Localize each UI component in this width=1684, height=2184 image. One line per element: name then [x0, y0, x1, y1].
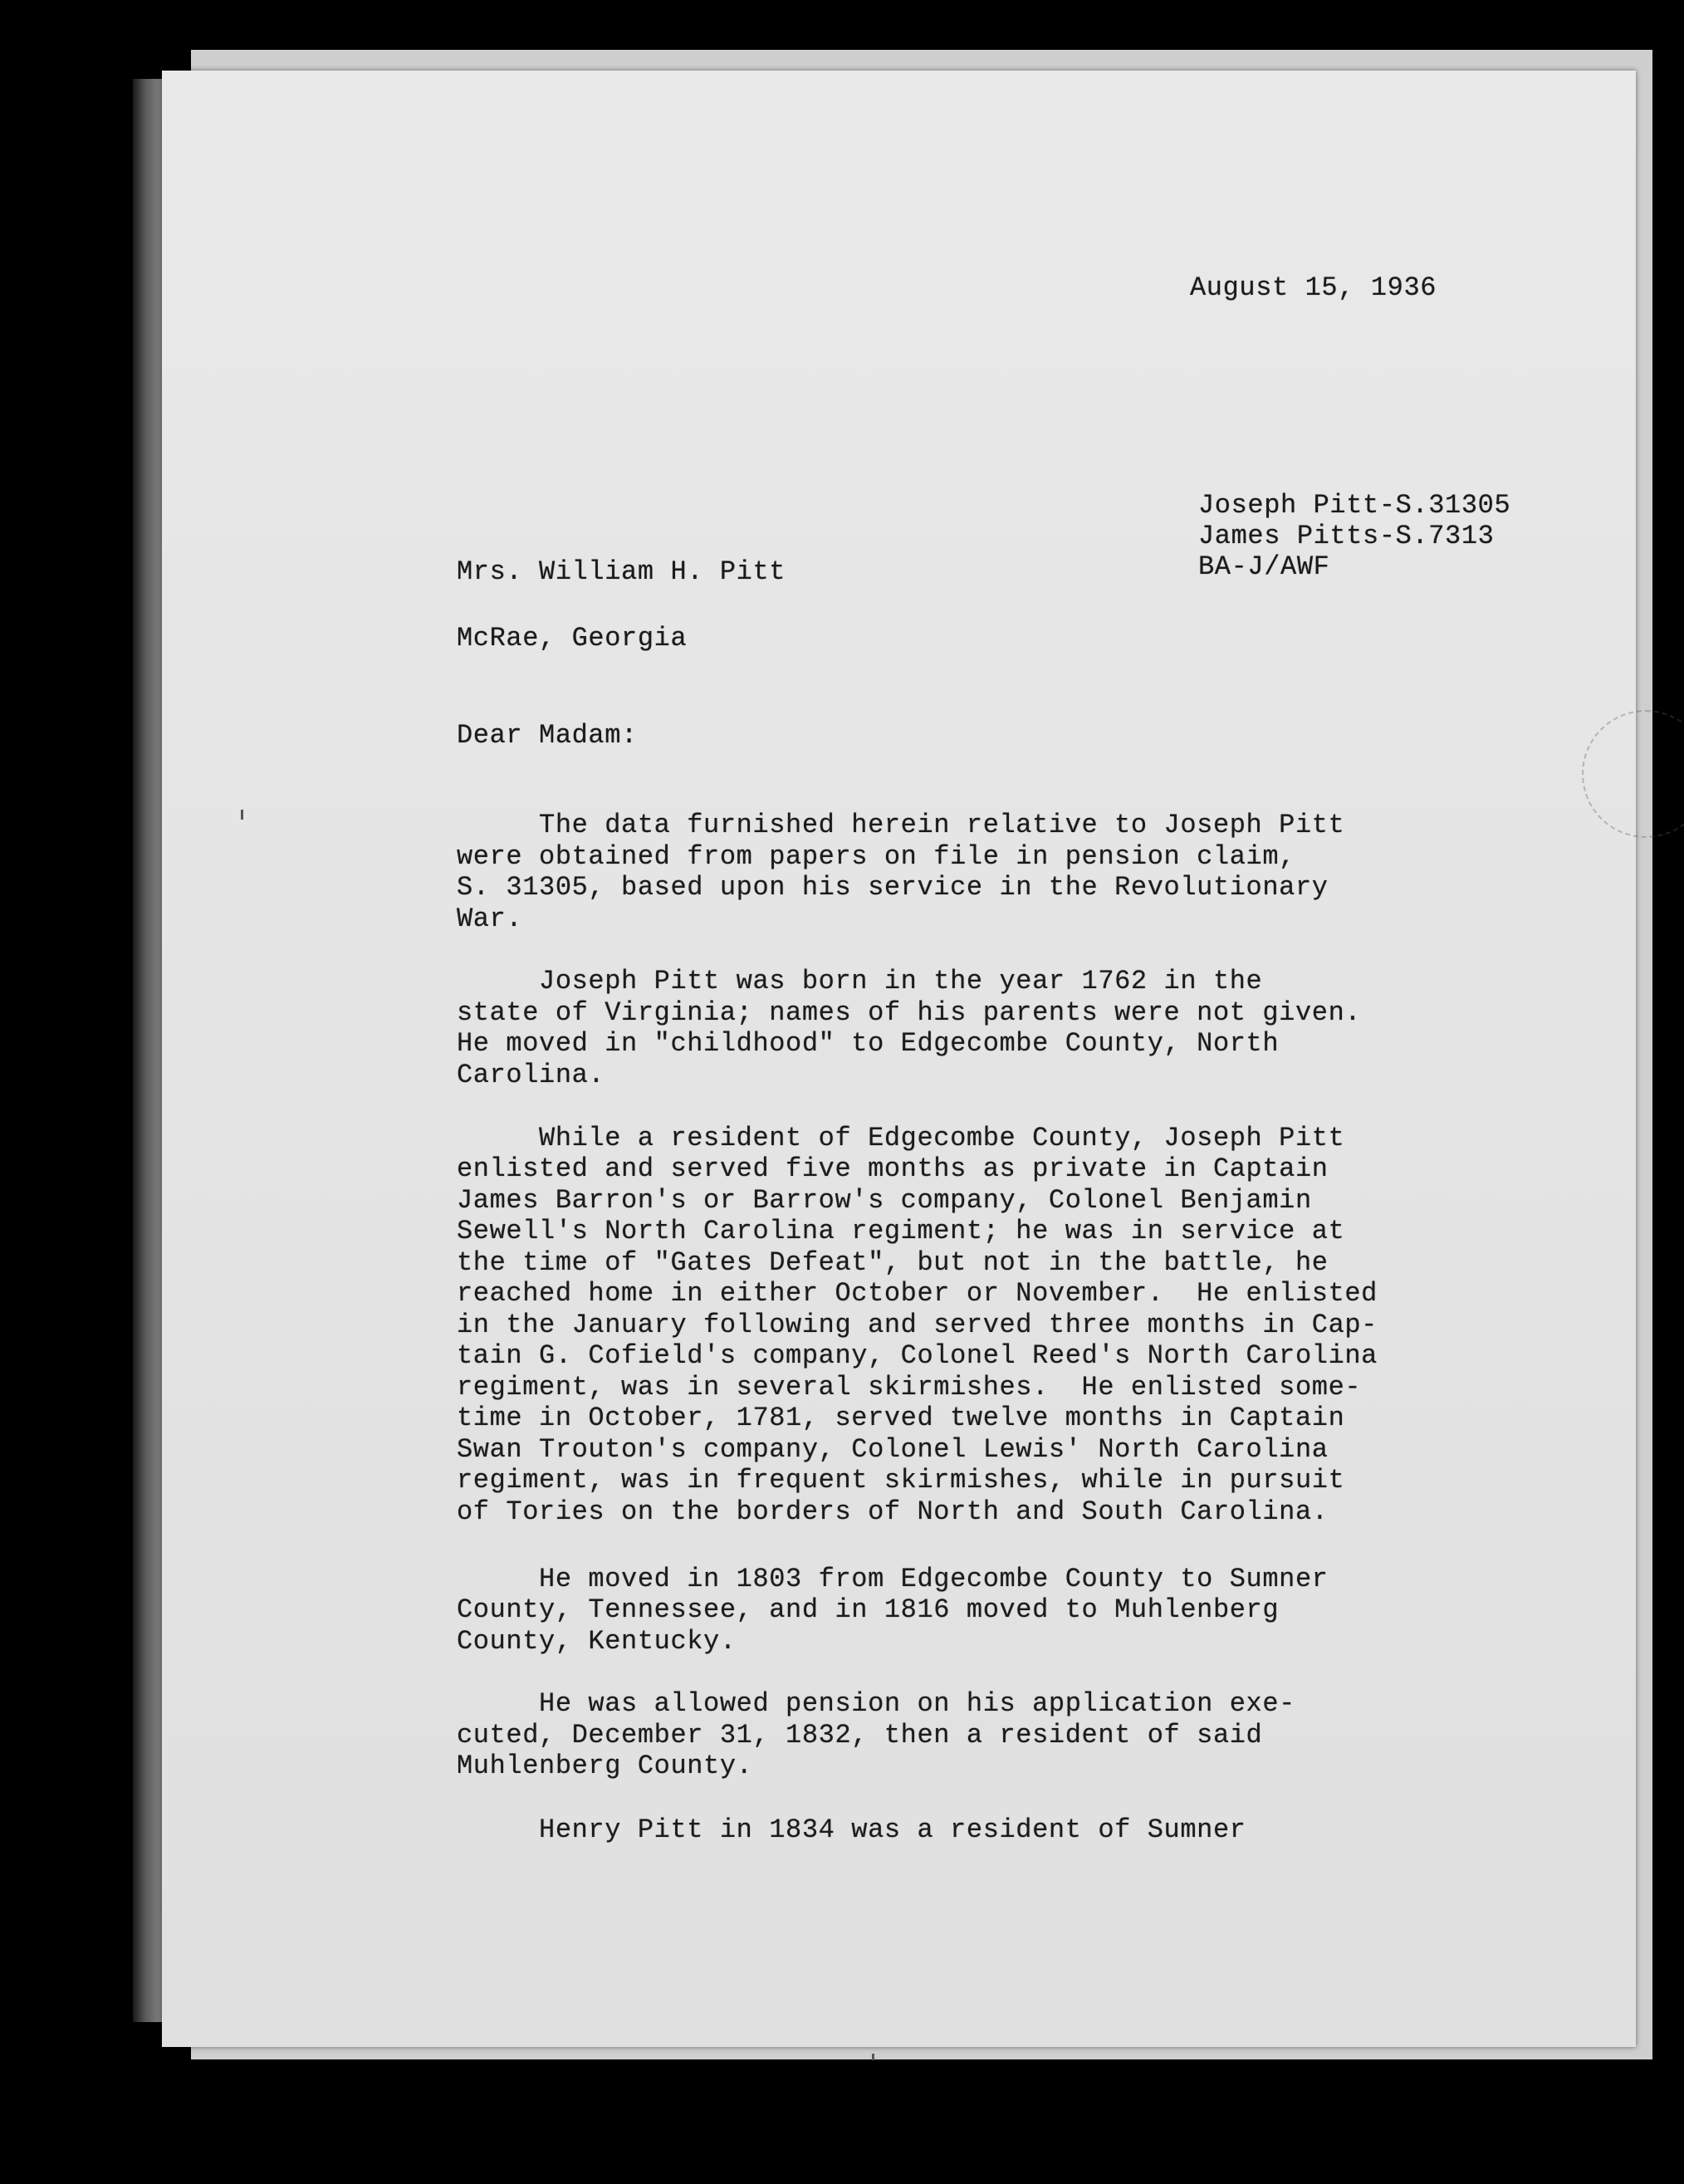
- body-line: enlisted and served five months as private in Captain: [457, 1153, 1329, 1184]
- body-line: regiment, was in several skirmishes. He enlisted some-: [457, 1372, 1362, 1403]
- body-line: time in October, 1781, served twelve months in Captain: [457, 1403, 1345, 1433]
- body-line: Carolina.: [457, 1060, 605, 1090]
- body-line: While a resident of Edgecombe County, Joseph Pitt: [457, 1123, 1345, 1153]
- recipient-city: McRae, Georgia: [457, 623, 688, 654]
- scan-edge: [133, 79, 164, 2022]
- body-line: James Barron's or Barrow's company, Colonel Benjamin: [457, 1185, 1312, 1216]
- body-line: regiment, was in frequent skirmishes, while in pursuit: [457, 1465, 1345, 1496]
- salutation: Dear Madam:: [457, 720, 638, 751]
- body-line: S. 31305, based upon his service in the Revolutionary: [457, 872, 1329, 903]
- body-line: reached home in either October or November. He enlisted: [457, 1278, 1378, 1309]
- body-line: The data furnished herein relative to Joseph Pitt: [457, 810, 1345, 840]
- reference-line-3: BA-J/AWF: [1198, 551, 1330, 582]
- body-line: Muhlenberg County.: [457, 1751, 753, 1781]
- body-line: in the January following and served three months in Cap-: [457, 1310, 1378, 1340]
- body-line: He was allowed pension on his application exe-: [457, 1688, 1295, 1719]
- body-line: War.: [457, 903, 523, 934]
- letter-date: August 15, 1936: [1190, 272, 1437, 303]
- body-line: Sewell's North Carolina regiment; he was in service at: [457, 1216, 1345, 1246]
- body-line: He moved in 1803 from Edgecombe County to Sumner: [457, 1564, 1329, 1594]
- body-line: Joseph Pitt was born in the year 1762 in the: [457, 966, 1263, 997]
- recipient-name: Mrs. William H. Pitt: [457, 556, 786, 587]
- body-line: tain G. Cofield's company, Colonel Reed's North Carolina: [457, 1340, 1378, 1371]
- body-line: were obtained from papers on file in pension claim,: [457, 841, 1295, 872]
- body-line: County, Kentucky.: [457, 1626, 737, 1657]
- body-line: state of Virginia; names of his parents were not given.: [457, 997, 1362, 1028]
- body-line: cuted, December 31, 1832, then a resident of said: [457, 1720, 1263, 1751]
- reference-line-2: James Pitts-S.7313: [1198, 521, 1495, 551]
- body-line: the time of "Gates Defeat", but not in the battle, he: [457, 1247, 1329, 1278]
- body-line: He moved in "childhood" to Edgecombe County, North: [457, 1028, 1280, 1059]
- body-line: of Tories on the borders of North and South Carolina.: [457, 1496, 1329, 1527]
- faint-stamp: [1582, 710, 1684, 838]
- paper-speck: [872, 2054, 874, 2060]
- letter-page: [162, 71, 1636, 2047]
- body-line: County, Tennessee, and in 1816 moved to Muhlenberg: [457, 1594, 1280, 1625]
- paper-speck: [241, 810, 243, 820]
- body-line: Swan Trouton's company, Colonel Lewis' North Carolina: [457, 1434, 1329, 1465]
- reference-line-1: Joseph Pitt-S.31305: [1198, 490, 1511, 521]
- body-line: Henry Pitt in 1834 was a resident of Sumner: [457, 1814, 1246, 1845]
